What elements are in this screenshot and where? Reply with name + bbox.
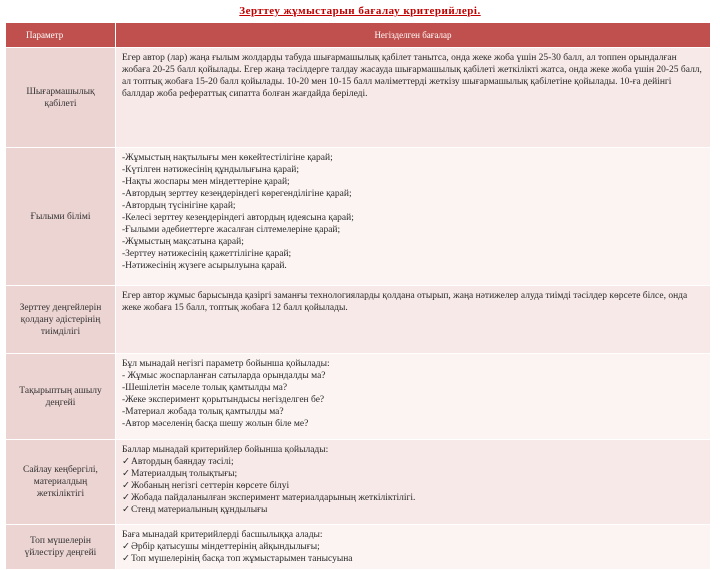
criteria-line: -Автордың зерттеу кезеңдеріндегі көрегенділігіне қарай;: [122, 189, 352, 199]
header-param: Параметр: [6, 23, 116, 48]
checked-criteria-line: ✓ Әрбір қатысушы міндеттерінің айқындылығы;: [122, 541, 704, 553]
criteria-cell: [116, 440, 711, 525]
table-row: [6, 286, 711, 354]
criteria-line: Баллар мынадай критерийлер бойынша қойылады:: [122, 445, 329, 455]
param-cell: Сайлау кеңбергілі, материалдың жеткіліктігі: [6, 440, 116, 525]
checked-criteria-line: ✓ Топ мүшелерінің басқа топ жұмыстарымен танысуына: [122, 553, 704, 565]
criteria-line: -Материал жобада толық қамтылды ма?: [122, 407, 284, 417]
param-cell: Топ мүшелерін үйлестіру деңгейі: [6, 525, 116, 570]
table-row: [6, 440, 711, 525]
criteria-cell: [116, 286, 711, 354]
criteria-cell: [116, 148, 711, 286]
param-cell: Зерттеу деңгейлерін қолдану әдістерінің тиімділігі: [6, 286, 116, 354]
header-criteria: Негізделген бағалар: [116, 23, 711, 48]
criteria-table: [5, 22, 711, 570]
param-cell: Ғылыми білімі: [6, 148, 116, 286]
criteria-line: -Күтілген нәтижесінің құндылығына қарай;: [122, 165, 299, 175]
criteria-line: -Автордың түсінігіне қарай;: [122, 201, 236, 211]
param-cell: Шығармашылық қабілеті: [6, 48, 116, 148]
criteria-paragraph: Егер автор жұмыс барысында қазіргі заманғы технологияларды қолдана отырып, жаңа нәтижелер алуда тиімді тәсілдер көрсете білсе, онда жеке жобаға 15 балл, топтық жобаға 12 балл қойылады.: [122, 291, 688, 313]
criteria-line: -Нақты жоспары мен міндеттеріне қарай;: [122, 177, 290, 187]
checked-criteria-line: ✓ Стенд материалының құндылығы: [122, 504, 704, 516]
table-row: [6, 354, 711, 440]
criteria-line: -Ғылыми әдебиеттерге жасалған сілтемелеріне қарай;: [122, 225, 341, 235]
criteria-line: Баға мынадай критерийлерді басшылыққа алады:: [122, 530, 323, 540]
table-row: [6, 48, 711, 148]
page-title: Зерттеу жұмыстарын бағалау критерийлері.: [239, 5, 481, 17]
criteria-line: -Жеке эксперимент қорытындысы негізделген бе?: [122, 395, 325, 405]
criteria-line: -Нәтижесінің жүзеге асырылуына қарай.: [122, 261, 287, 271]
checked-criteria-line: ✓ Материалдың толықтығы;: [122, 468, 704, 480]
criteria-line: -Жұмыстың мақсатына қарай;: [122, 237, 244, 247]
criteria-line: -Келесі зерттеу кезеңдеріндегі автордың идеясына қарай;: [122, 213, 354, 223]
checked-criteria-line: ✓ Жобада пайдаланылған эксперимент материалдарының жеткіліктілігі.: [122, 492, 704, 504]
criteria-line: Бұл мынадай негізгі параметр бойынша қойылады:: [122, 359, 330, 369]
table-row: [6, 525, 711, 570]
criteria-cell: [116, 48, 711, 148]
criteria-line: - Жұмыс жоспарланған сатыларда орындалды ма?: [122, 371, 326, 381]
table-row: [6, 148, 711, 286]
table-header-row: [6, 23, 711, 48]
criteria-line: -Жұмыстың нақтылығы мен көкейтестілігіне қарай;: [122, 153, 333, 163]
criteria-line: -Зерттеу нәтижесінің қажеттілігіне қарай;: [122, 249, 292, 259]
criteria-line: -Автор мәселенің басқа шешу жолын біле ме?: [122, 419, 309, 429]
criteria-line: -Шешілетін мәселе толық қамтылды ма?: [122, 383, 288, 393]
checked-criteria-line: ✓ Автордың баяндау тәсілі;: [122, 456, 704, 468]
criteria-paragraph: Егер автор (лар) жаңа ғылым жолдарды табуда шығармашылық қабілет танытса, онда жеке жоба үшін 25-30 балл, ал топпен орындалған жобаға 20-25 балл қойылады. Егер жаңа тәсілдерге талдау жасауда шығармашылық қабілеті жеткілікті жатса, онда жеке жоба үшін 20-25 балл, ал топтық жобаға 15-20 балл қойылады. 10-20 мен 10-15 балл мәліметтерді жеткізу шығармашылық қабілетіне қойылады. 10-ға дейінгі баллдар жоба рефераттық сипатта болған жағдайда беріледі.: [122, 53, 702, 99]
criteria-cell: [116, 525, 711, 570]
checked-criteria-line: ✓ Жобаның негізгі сеттерін көрсете білуі: [122, 480, 704, 492]
param-cell: Тақырыптың ашылу деңгейі: [6, 354, 116, 440]
criteria-cell: [116, 354, 711, 440]
